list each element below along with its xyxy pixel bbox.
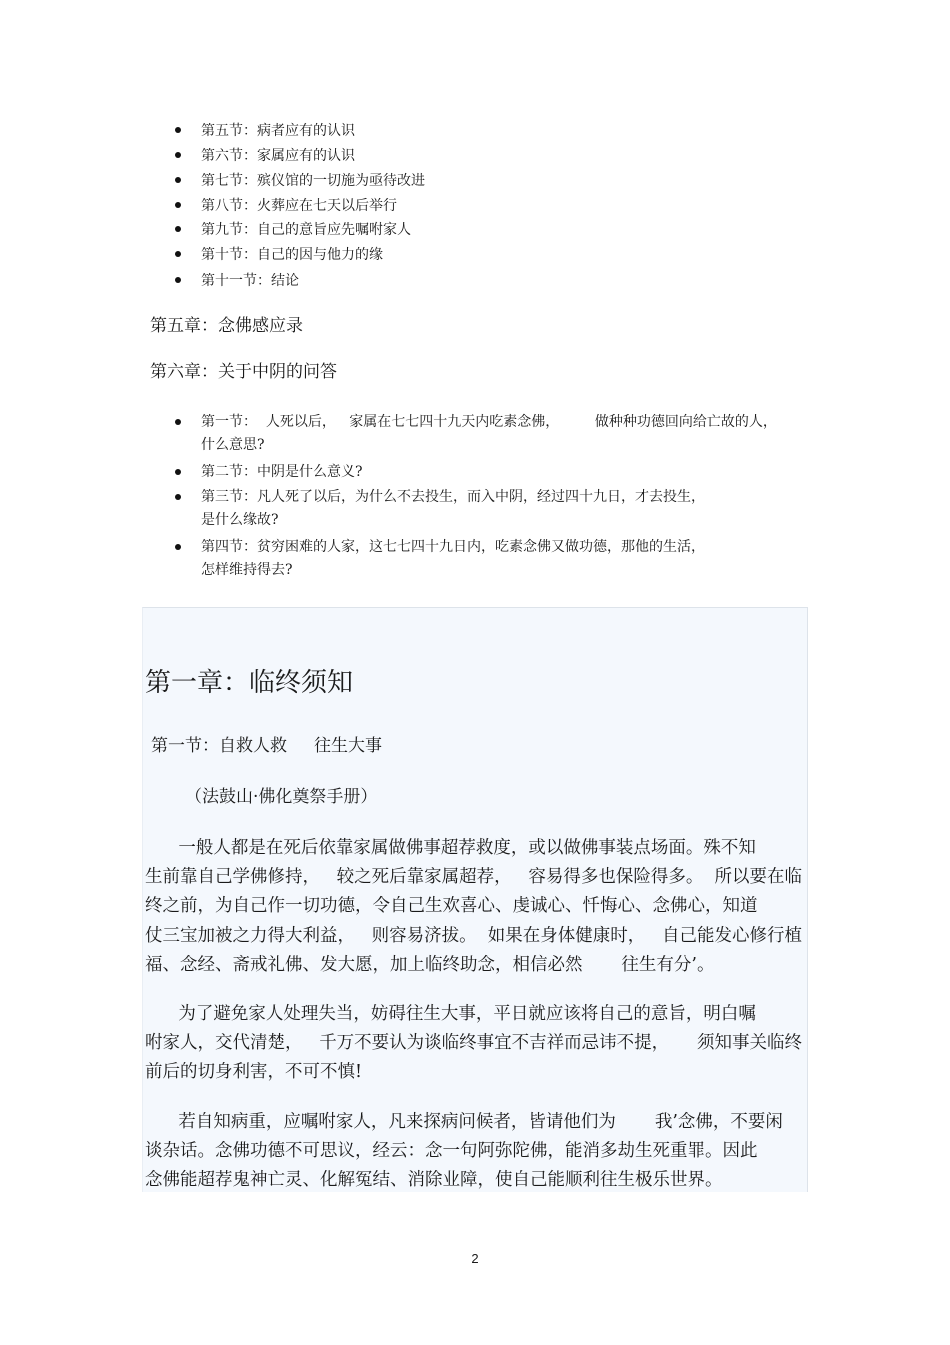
section-title: 第一节：自救人救 往生大事	[151, 736, 383, 756]
toc-item-text: 第四节：贫穷困难的人家，这七七四十九日内，吃素念佛又做功德，那他的生活， 怎样维持得去?	[201, 539, 705, 578]
bullet-icon	[175, 544, 181, 550]
bullet-icon	[175, 152, 181, 158]
bullet-icon	[175, 202, 181, 208]
bullet-icon	[175, 419, 181, 425]
chapter1-content-panel	[142, 607, 808, 1192]
bullet-icon	[175, 469, 181, 475]
toc-item-text: 第八节：火葬应在七天以后举行	[201, 198, 397, 214]
toc-item-text: 第九节：自己的意旨应先嘱咐家人	[201, 222, 411, 238]
toc-chapter6-title: 第六章：关于中阴的问答	[150, 362, 337, 382]
bullet-icon	[175, 226, 181, 232]
toc-item-text: 第十节：自己的因与他力的缘	[201, 247, 383, 263]
toc-item-text: 第七节：殡仪馆的一切施为亟待改进	[201, 173, 425, 189]
body-paragraph: 为了避免家人处理失当，妨碍往生大事，平日就应该将自己的意旨，明白嘱 咐家人，交代清楚， 千万不要认为谈临终事宜不吉祥而忌讳不提， 须知事关临终 前后的切身利害，不可不慎!	[145, 1004, 802, 1083]
page-number: 2	[471, 1251, 479, 1266]
body-paragraph: 若自知病重，应嘱咐家人，凡来探病问候者，皆请他们为 我’念佛，不要闲 谈杂话。念佛功德不可思议，经云：念一句阿弥陀佛，能消多劫生死重罪。因此 念佛能超荐鬼神亡灵、化解冤结、消除业障，使自己能顺利往生极乐世界。	[145, 1112, 783, 1191]
bullet-icon	[175, 494, 181, 500]
toc-item-text: 第一节： 人死以后， 家属在七七四十九天内吃素念佛， 做种种功德回向给亡故的人， 什么意思?	[201, 414, 777, 453]
toc-item-text: 第二节：中阴是什么意义?	[201, 464, 363, 480]
bullet-icon	[175, 177, 181, 183]
body-paragraph: 一般人都是在死后依靠家属做佛事超荐救度，或以做佛事装点场面。殊不知 生前靠自己学佛修持， 较之死后靠家属超荐， 容易得多也保险得多。 所以要在临 终之前，为自己作一切功德，令自己生欢喜心、虔诚心、忏悔心、念佛心，知道 仗三宝加被之力得大利益， 则容易济拔。 如果在身体健康时， 自己能发心修行植 福、念经、斋戒礼佛、发大愿，加上临终助念，相信必然 往生有分’。	[145, 838, 802, 975]
toc-item-text: 第六节：家属应有的认识	[201, 148, 355, 164]
bullet-icon	[175, 277, 181, 283]
chapter-title: 第一章：临终须知	[145, 668, 354, 698]
toc-item-text: 第三节：凡人死了以后，为什么不去投生，而入中阴，经过四十九日，才去投生， 是什么缘故?	[201, 489, 705, 528]
toc-item-text: 第五节：病者应有的认识	[201, 123, 355, 139]
bullet-icon	[175, 251, 181, 257]
toc-chapter5-title: 第五章：念佛感应录	[150, 316, 303, 336]
section-source: （法鼓山·佛化奠祭手册）	[185, 787, 378, 807]
bullet-icon	[175, 127, 181, 133]
toc-item-text: 第十一节：结论	[201, 273, 299, 289]
